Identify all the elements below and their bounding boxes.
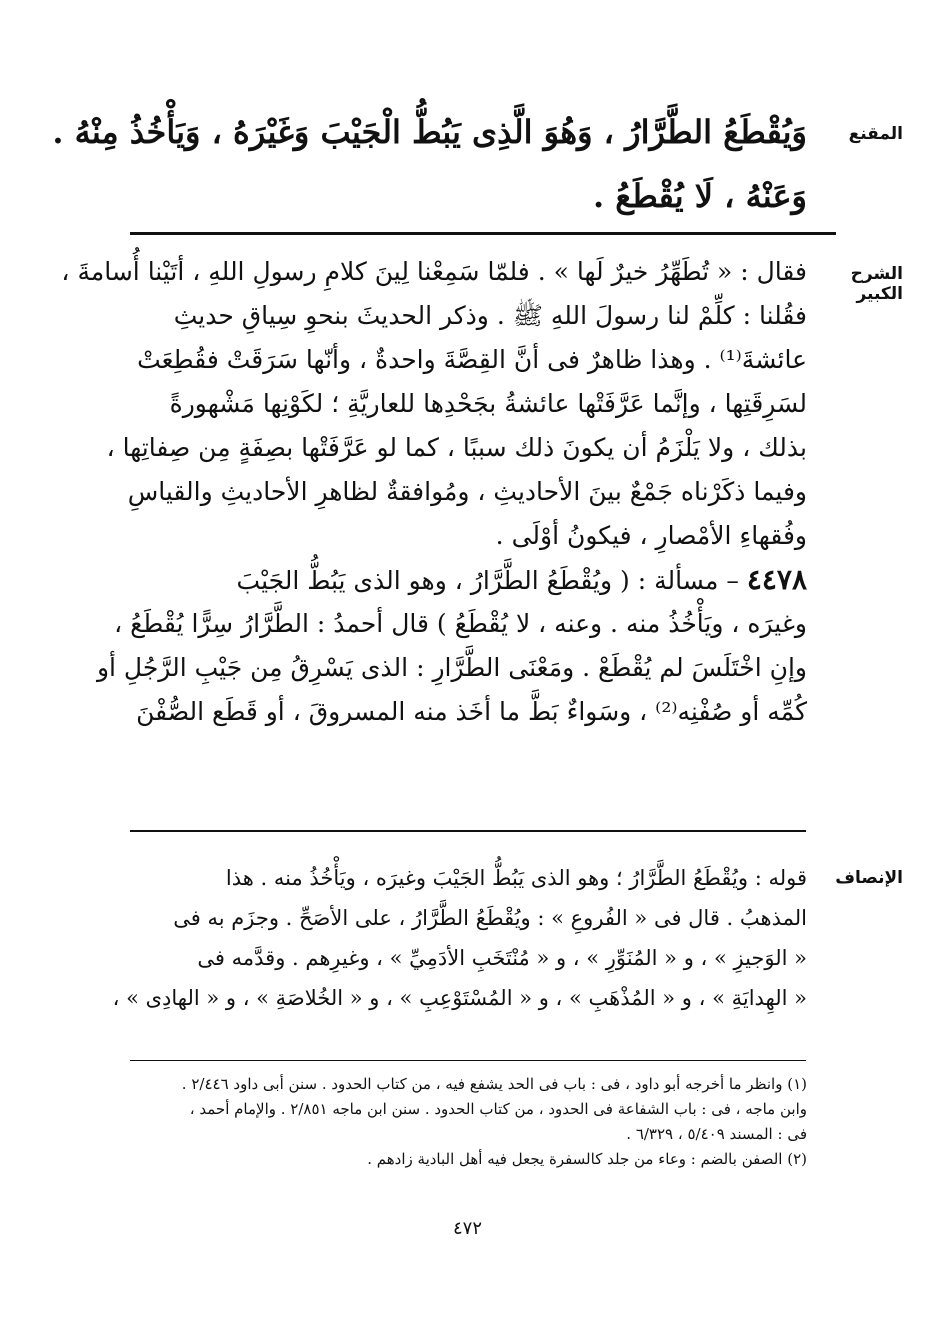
insaf-line: المذهبُ . قال فى « الفُروعِ » : ويُقْطَعُ الطَّرَّارُ ، على الأصَحِّ . وجزَم به فى (173, 906, 807, 930)
section-label-insaf: الإنصاف (835, 868, 903, 888)
sharh-line: وفيما ذكَرْناه جَمْعٌ بينَ الأحاديثِ ، ومُوافقةٌ لظاهرِ الأحاديثِ والقياسِ (127, 477, 807, 506)
sharh-line: بذلك ، ولا يَلْزَمُ أن يكونَ ذلك سببًا ، كما لو عَرَّفَتْها بصِفَةٍ مِن صِفاتِها ، (106, 433, 807, 462)
page-number: ٤٧٢ (452, 1218, 482, 1239)
footnotes (130, 1072, 807, 1172)
sharh-line: وإنِ اخْتَلَسَ لم يُقْطَعْ . ومَعْنَى الطَّرَّارِ : الذى يَسْرِقُ مِن جَيْبِ الرَّجُلِ أو (96, 653, 807, 682)
insaf-line: « الوَجيزِ » ، و « المُنَوِّرِ » ، و « مُنْتَخَبِ الأدَمِيِّ » ، وغيرِهم . وقدَّمه فى (197, 946, 807, 970)
section-divider (130, 830, 806, 832)
section-label-sharh: الشرح الكبير (850, 264, 903, 304)
masala-number: ٤٤٧٨ (746, 563, 807, 596)
insaf-line: قوله : ويُقْطَعُ الطَّرَّارُ ؛ وهو الذى يَبُطُّ الجَيْبَ وغيرَه ، ويَأْخُذُ منه . هذا (225, 866, 807, 890)
muqni-text (52, 100, 807, 228)
muqni-line: وَيُقْطَعُ الطَّرَّارُ ، وَهُوَ الَّذِى يَبُطُّ الْجَيْبَ وَغَيْرَهُ ، وَيَأْخُذُ مِنْهُ . (52, 113, 807, 151)
section-label-muqni: المقنع (848, 124, 903, 144)
sharh-line: فقُلنا : كلِّمْ لنا رسولَ اللهِ ﷺ . وذكر الحديثَ بنحوِ سِياقِ حديثِ (173, 301, 807, 330)
muqni-line: وَعَنْهُ ، لَا يُقْطَعُ . (592, 177, 807, 215)
sharh-line: فقال : « تُطَهِّرُ خيرٌ لَها » . فلمّا سَمِعْنا لِينَ كلامِ رسولِ اللهِ ، أتَيْنا أُسامةَ ، (61, 257, 807, 286)
insaf-line: « الهِدايَةِ » ، و « المُذْهَبِ » ، و « المُسْتَوْعِبِ » ، و « الخُلاصَةِ » ، و « الهادِى » ، (112, 986, 807, 1010)
sharh-text (61, 250, 807, 734)
sharh-line: كُمِّه أو صُفْنِه⁽²⁾ ، وسَواءٌ بَطَّ ما أخَذ منه المسروقَ ، أو قَطَع الصُّفْنَ (136, 697, 807, 726)
sharh-line: وغيرَه ، ويَأْخُذُ منه . وعنه ، لا يُقْطَعُ ) قال أحمدُ : الطَّرَّارُ سِرًّا يُقْطَعُ ، (114, 609, 807, 638)
sharh-line: وفُقهاءِ الأمْصارِ ، فيكونُ أوْلَى . (495, 521, 807, 550)
footnote-line: (٢) الصفن بالضم : وعاء من جلد كالسفرة يجعل فيه أهل البادية زادهم . (367, 1150, 807, 1168)
footnote-divider (130, 1060, 806, 1061)
sharh-line: عائشةَ⁽¹⁾ . وهذا ظاهرٌ فى أنَّ القِصَّةَ واحدةٌ ، وأنّها سَرَقَتْ فقُطِعَتْ (137, 345, 807, 374)
footnote-line: فى : المسند ٥/٤٠٩ ، ٦/٣٢٩ . (626, 1125, 807, 1143)
insaf-text (112, 858, 807, 1018)
masala-heading: – مسألة : ( ويُقْطَعُ الطَّرَّارُ ، وهو الذى يَبُطُّ الجَيْبَ (236, 566, 739, 595)
section-divider (130, 232, 836, 235)
footnote-line: وابن ماجه ، فى : باب الشفاعة فى الحدود ، من كتاب الحدود . سنن ابن ماجه ٢/٨٥١ . والإمام أحمد ، (189, 1100, 807, 1118)
sharh-line: لسَرِقَتِها ، وإنَّما عَرَّفَتْها عائشةُ بجَحْدِها للعاريَّةِ ؛ لكَوْنِها مَشْهورةً (169, 389, 807, 418)
masala-line (130, 558, 807, 602)
footnote-line: (١) وانظر ما أخرجه أبو داود ، فى : باب فى الحد يشفع فيه ، من كتاب الحدود . سنن أبى داود ٢/٤٤٦ . (181, 1075, 807, 1093)
